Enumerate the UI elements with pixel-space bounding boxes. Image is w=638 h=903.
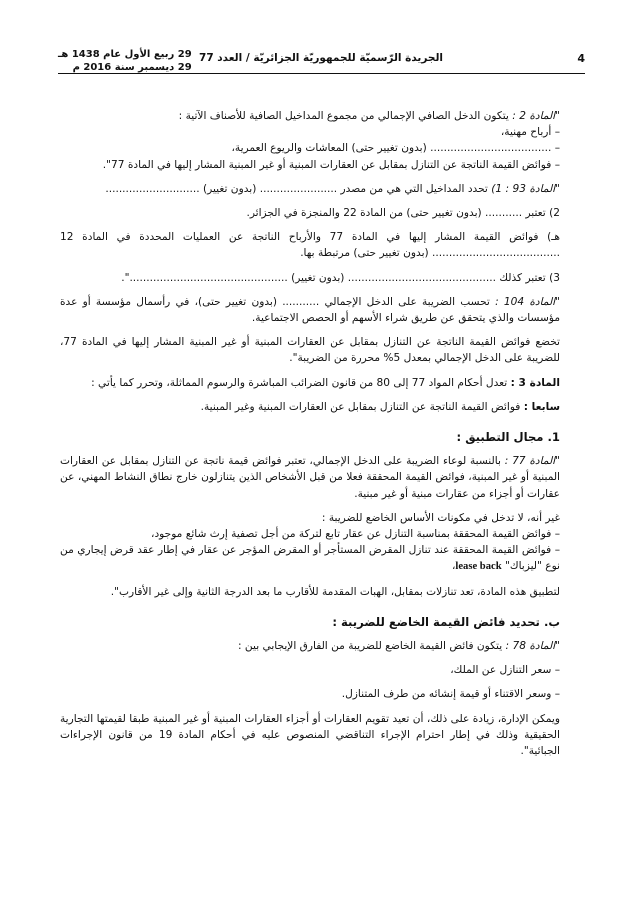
article-2-item-3: – فوائض القيمة الناتجة عن التنازل بمقابل عن العقارات المبنية أو غير المبنية المشار إليها في المادة 77". [102,158,560,171]
date-hijri: 29 ربيع الأول عام 1438 هـ [58,49,192,60]
article-77-item-2: – فوائض القيمة المحققة عند تنازل المقرض المستأجر أو المقرض المؤجر عن عقار في إطار عقد قرض إيجاري من نوع "ليزباك" lease back، [60,544,560,573]
article-2-item-1: – أرباح مهنية، [500,126,560,139]
article-3-label: المادة 3 : [510,376,560,389]
article-104-para-2: تخضع فوائض القيمة الناتجة عن التنازل بمقابل عن العقارات المبنية أو غير المبنية المشار إليها في المادة 77، للضريبة على الدخل الإجمالي بمعدل 5% محررة من الضريبة". [60,336,560,365]
article-93-intro: "المادة 93 : 1) تحدد المداخيل التي هي من مصدر ....................... (بدون تغيير) ............................ [105,182,560,195]
article-77-intro: "المادة 77 : بالنسبة لوعاء الضريبة على الدخل الإجمالي، تعتبر فوائض قيمة ناتجة عن التنازل بمقابل عن العقارات المبنية أو غير المبنية، فوائض القيمة المحققة فعلا من قبل الأشخاص الذين يتنازلون خارج نطاق النشاط المهني، عن عقارات أو أجزاء من عقارات مبنية أو غير مبنية. [60,455,561,500]
article-78-item-2: – وسعر الاقتناء أو قيمة إنشائه من طرف المتنازل. [341,688,560,701]
article-78-item-1: – سعر التنازل عن الملك، [450,664,560,677]
section-1-heading: 1. مجال التطبيق : [456,430,560,445]
article-body [60,108,582,759]
article-93-label: "المادة 93 : 1) [491,182,560,195]
article-104-label: "المادة 104 : [495,295,561,308]
article-93-para-3: هـ) فوائض القيمة المشار إليها في المادة 77 والأرباح الناتجة عن العمليات المحددة في المادة 12 ...................................... (بدون تغيير حتى) مرتبطة بها. [60,231,560,260]
article-77-para-3: لتطبيق هذه المادة، تعد تنازلات بمقابل، الهبات المقدمة للأقارب ما بعد الدرجة الثانية وإلى غير الأقارب". [110,585,560,598]
gazette-title: الجريدة الرّسميّة للجمهوريّة الجزائريّة / العدد 77 [199,52,443,64]
section-b-heading: ب. تحديد فائض القيمة الخاضع للضريبة : [332,614,560,629]
lease-back-term: lease back [455,561,502,573]
article-77-label: "المادة 77 : [504,455,561,468]
page-header [58,44,585,74]
article-77-item-1: – فوائض القيمة المحققة بمناسبة التنازل عن عقار تابع لتركة من أجل تصفية إرث شائع موجود، [151,528,560,541]
article-2-intro: "المادة 2 : يتكون الدخل الصافي الإجمالي من مجموع المداخيل الصافية للأصناف الآتية : [178,110,560,122]
article-2-label: "المادة 2 : [512,110,560,122]
article-78-label: "المادة 78 : [505,640,560,653]
article-3: المادة 3 : تعدل أحكام المواد 77 إلى 80 من قانون الضرائب المباشرة والرسوم المماثلة، وتحرر كما يأتي : [91,376,560,389]
seventh-label: سابعا : [523,400,560,413]
article-78-intro: "المادة 78 : يتكون فائض القيمة الخاضع للضريبة من الفارق الإيجابي بين : [238,640,560,653]
header-rule [58,73,585,74]
article-2-item-2: – .................................... (بدون تغيير حتى) المعاشات والريوع العمرية، [231,142,560,155]
seventh-heading: سابعا : فوائض القيمة الناتجة عن التنازل بمقابل عن العقارات المبنية وغير المبنية. [200,400,560,413]
article-77-para-2: غير أنه، لا تدخل في مكونات الأساس الخاضع للضريبة : [321,511,560,524]
date-gregorian: 29 ديسمبر سنة 2016 م [72,62,192,73]
article-78-para-2: ويمكن الإدارة، زيادة على ذلك، أن تعيد تقويم العقارات أو أجزاء العقارات المبنية أو غير المبنية طبقا لقيمتها التجارية الحقيقية وذلك في إطار احترام الإجراء التناقضي المنصوص عليه في أحكام المادة 19 من قانون الإجراءات الجبائية". [60,712,560,758]
page-number: 4 [577,52,585,65]
article-93-para-4: 3) تعتبر كذلك ............................................ (بدون تغيير) ...............................................". [121,271,560,284]
issue-date [58,48,192,74]
article-93-para-2: 2) تعتبر ........... (بدون تغيير حتى) من المادة 22 والمنجزة في الجزائر. [246,207,560,220]
article-104-intro: "المادة 104 : تحسب الضريبة على الدخل الإجمالي ........... (بدون تغيير حتى)، في رأسمال مؤسسة أو عدة مؤسسات والذي يتحقق عن طريق شراء الأسهم أو الحصص الاجتماعية. [60,295,561,325]
